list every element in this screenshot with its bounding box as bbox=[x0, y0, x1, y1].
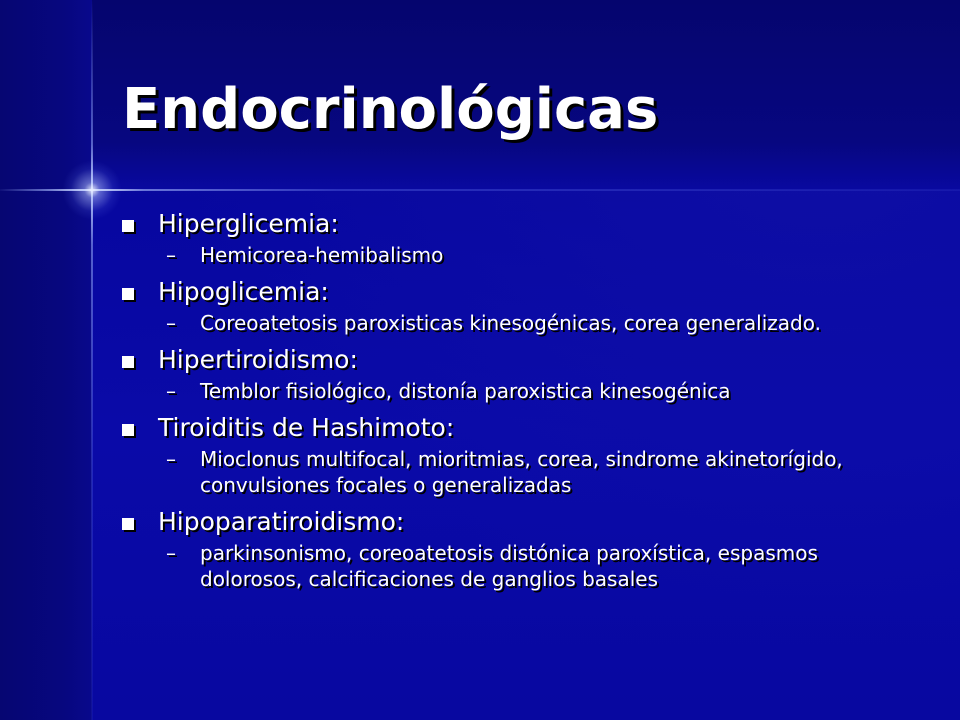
dash-marker: – bbox=[166, 447, 176, 471]
square-bullet-icon bbox=[122, 424, 134, 436]
item-detail: parkinsonismo, coreoatetosis distónica paroxística, espasmos dolorosos, calcificaciones de ganglios basales bbox=[200, 541, 818, 591]
item-heading: Hiperglicemia: bbox=[158, 209, 339, 238]
list-item bbox=[122, 206, 922, 268]
horizontal-light-line bbox=[0, 189, 960, 191]
item-heading: Tiroiditis de Hashimoto: bbox=[158, 413, 455, 442]
list-item bbox=[122, 342, 922, 404]
bullet-list bbox=[122, 206, 922, 598]
square-bullet-icon bbox=[122, 220, 134, 232]
left-band bbox=[0, 0, 92, 720]
item-heading: Hipoglicemia: bbox=[158, 277, 329, 306]
square-bullet-icon bbox=[122, 518, 134, 530]
dash-marker: – bbox=[166, 541, 176, 565]
list-item bbox=[122, 504, 922, 592]
item-detail: Hemicorea-hemibalismo bbox=[200, 243, 444, 267]
item-heading: Hipertiroidismo: bbox=[158, 345, 358, 374]
list-item bbox=[122, 274, 922, 336]
item-detail: Mioclonus multifocal, mioritmias, corea, sindrome akinetorígido, convulsiones focales o generalizadas bbox=[200, 447, 843, 497]
item-detail: Temblor fisiológico, distonía paroxistica kinesogénica bbox=[200, 379, 731, 403]
dash-marker: – bbox=[166, 243, 176, 267]
star-flare-icon bbox=[62, 160, 122, 220]
square-bullet-icon bbox=[122, 356, 134, 368]
list-item bbox=[122, 410, 922, 498]
item-detail: Coreoatetosis paroxisticas kinesogénicas, corea generalizado. bbox=[200, 311, 821, 335]
dash-marker: – bbox=[166, 379, 176, 403]
item-heading: Hipoparatiroidismo: bbox=[158, 507, 405, 536]
dash-marker: – bbox=[166, 311, 176, 335]
slide-title: Endocrinológicas bbox=[122, 77, 659, 142]
square-bullet-icon bbox=[122, 288, 134, 300]
vertical-light-line bbox=[91, 0, 93, 720]
